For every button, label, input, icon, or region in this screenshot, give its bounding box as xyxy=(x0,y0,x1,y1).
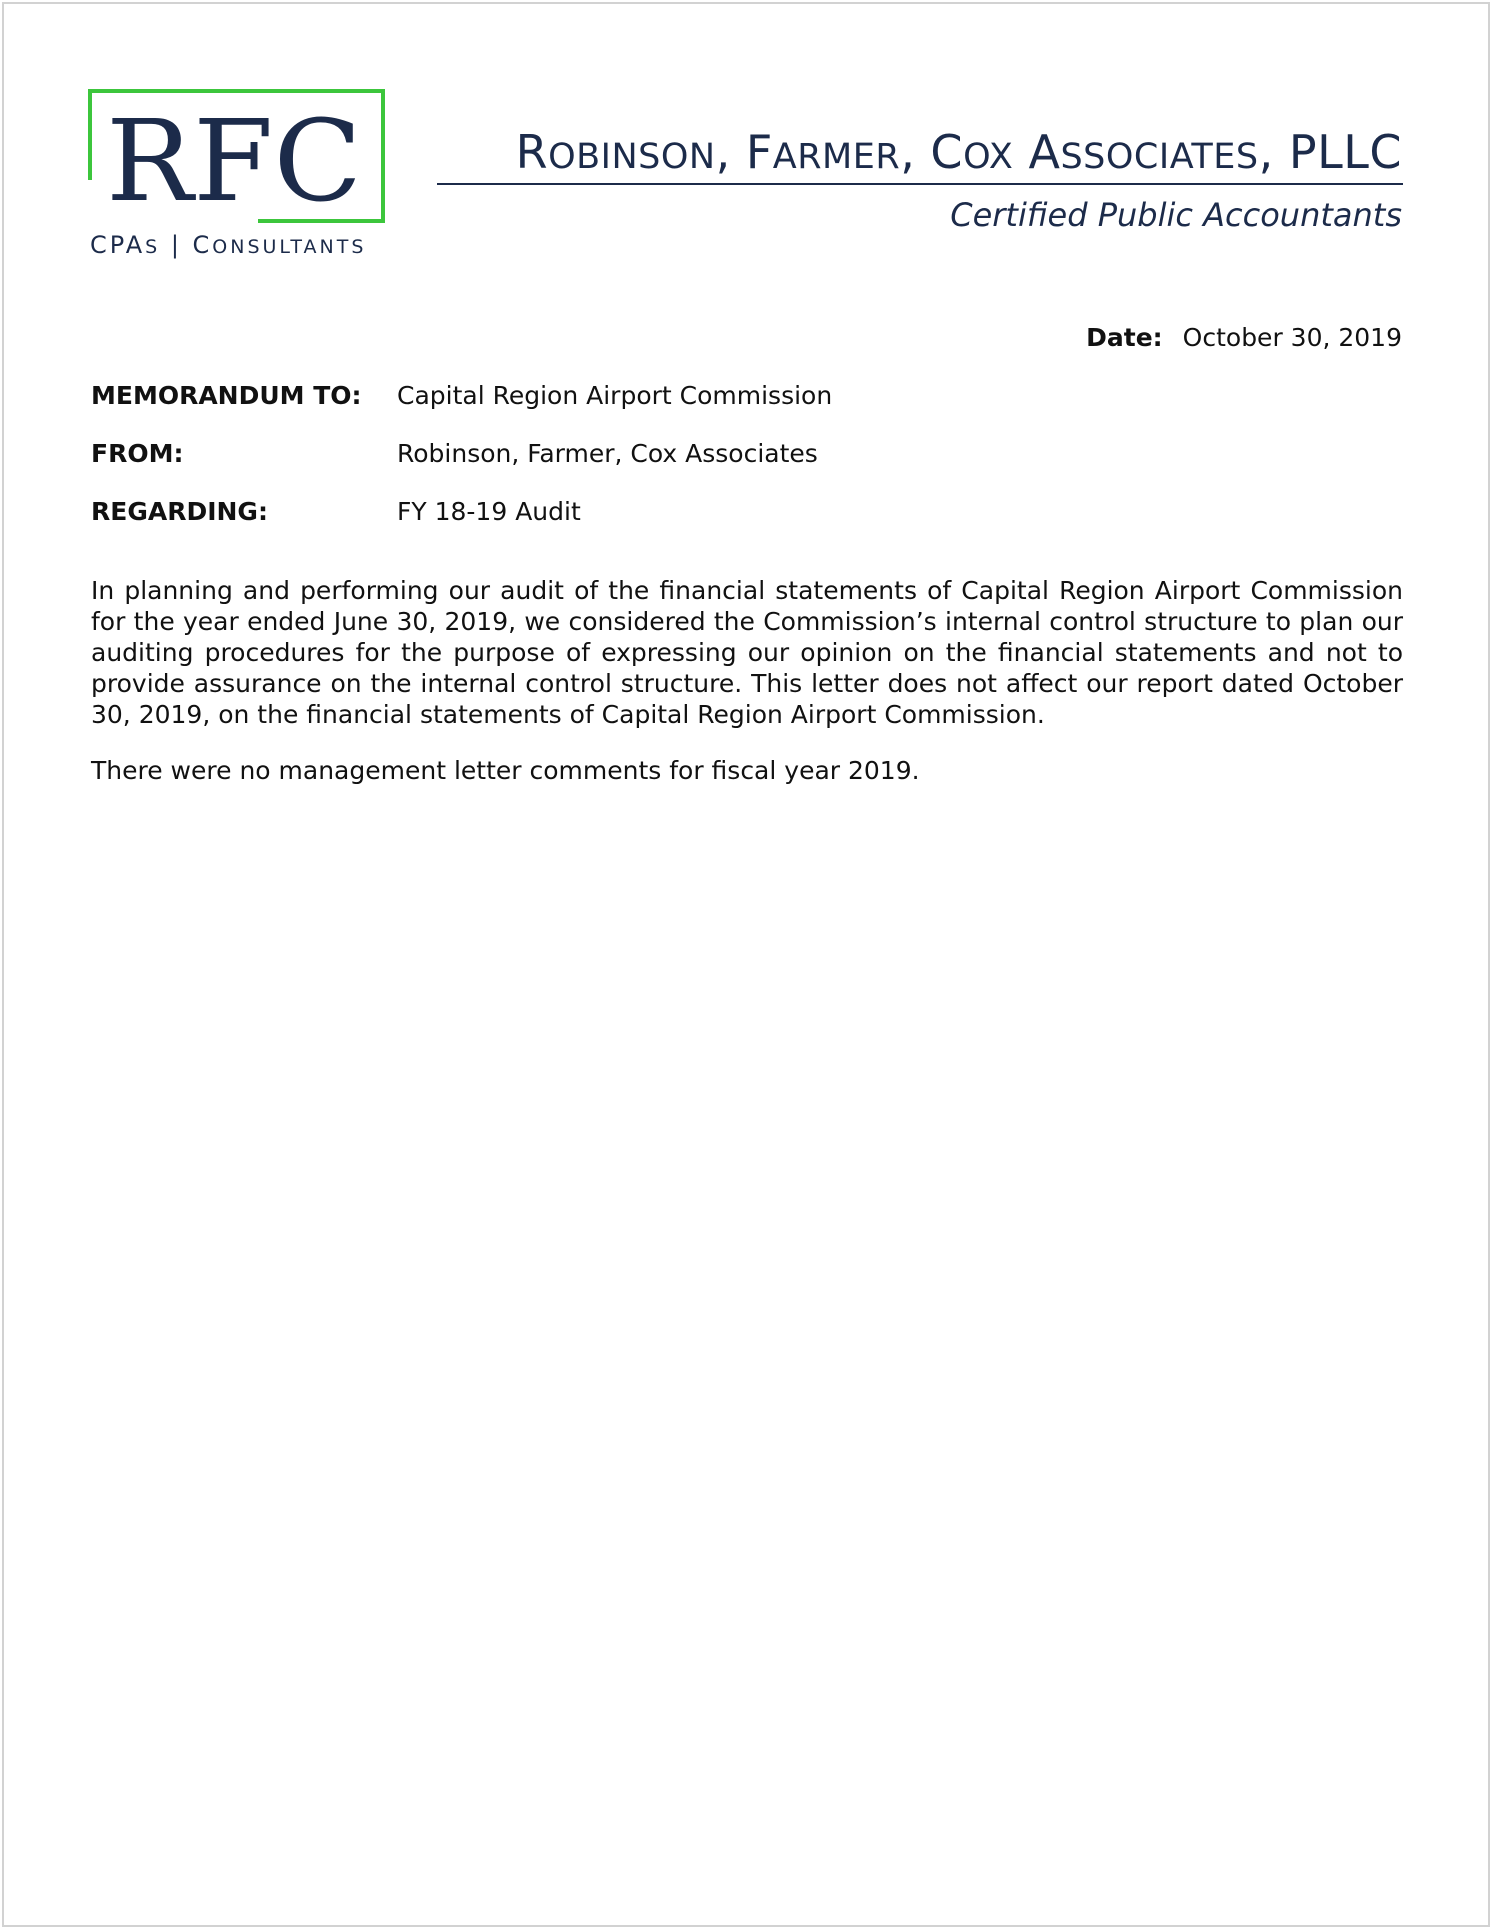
rfc-logo xyxy=(88,88,386,224)
firm-name: ROBINSON, FARMER, COX ASSOCIATES, PLLC xyxy=(515,125,1402,179)
memo-from-value: Robinson, Farmer, Cox Associates xyxy=(397,439,818,468)
memo-date xyxy=(1086,323,1402,352)
memo-regarding-label: REGARDING: xyxy=(91,497,268,526)
firm-subtitle: Certified Public Accountants xyxy=(950,196,1402,234)
logo-tagline: CPAS | CONSULTANTS xyxy=(90,231,367,259)
header-divider xyxy=(437,183,1403,185)
memo-to-label: MEMORANDUM TO: xyxy=(91,381,362,410)
memo-to-value: Capital Region Airport Commission xyxy=(397,381,833,410)
body-paragraph-2: There were no management letter comments for fiscal year 2019. xyxy=(91,756,920,785)
body-paragraph-1: In planning and performing our audit of the financial statements of Capital Region Airport Commission for the year ended June 30, 2019, we considered the Commission’s internal control structure to plan our auditing procedures for the purpose of expressing our opinion on the financial statements and not to provide assurance on the internal control structure. This letter does not affect our report dated October 30, 2019, on the financial statements of Capital Region Airport Commission. xyxy=(91,576,1403,729)
page-frame xyxy=(2,2,1490,1927)
memo-from-label: FROM: xyxy=(91,439,184,468)
date-value: October 30, 2019 xyxy=(1182,323,1402,352)
memo-regarding-value: FY 18-19 Audit xyxy=(397,497,581,526)
date-label: Date: xyxy=(1086,323,1163,352)
logo-monogram: RFC xyxy=(106,97,362,224)
